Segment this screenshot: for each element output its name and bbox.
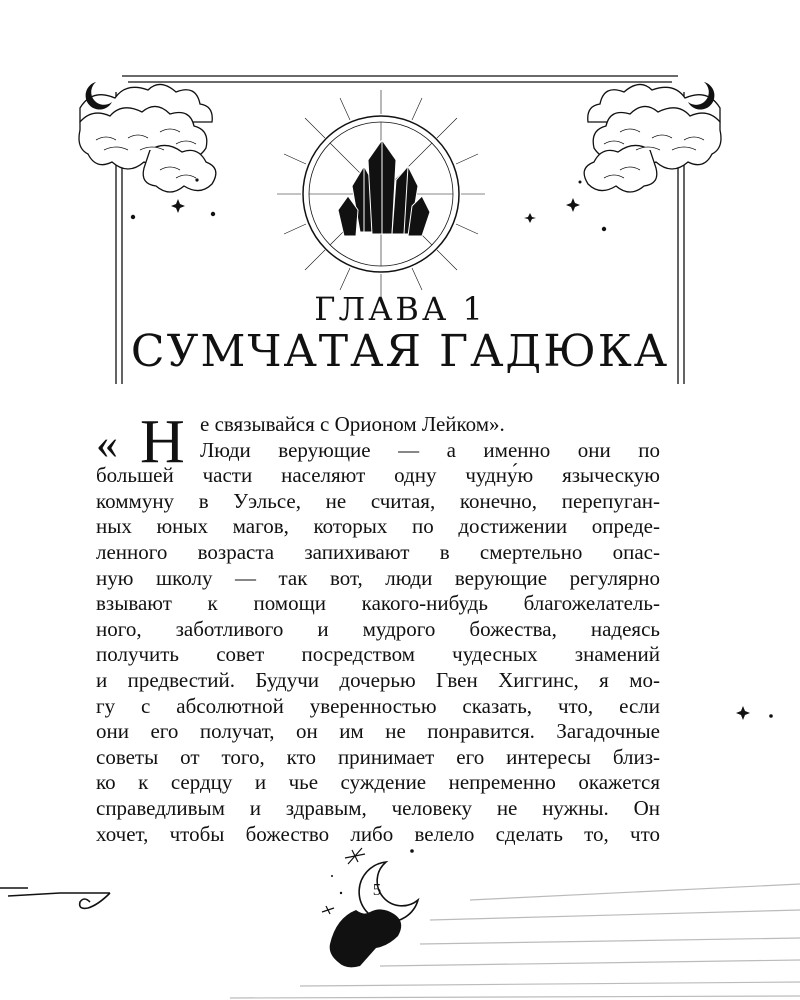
text-line-14: советы от того, кто принимает его интересы близ- <box>96 744 660 769</box>
text-line-10: получить совет посредством чудесных знамений <box>96 642 660 667</box>
text-line-9: ного, заботливого и мудрого божества, надеясь <box>96 616 660 641</box>
text-line-16: справедливым и здравым, человеку не нужны. Он <box>96 795 660 820</box>
sparkle-icon <box>322 848 365 914</box>
chapter-title: СУМЧАТАЯ ГАДЮКА <box>130 326 670 377</box>
text-line-13: они его получат, он им не понравится. Загадочные <box>96 719 660 744</box>
hand-icon <box>330 862 418 967</box>
cloud-right-icon <box>584 84 721 192</box>
page-number: 5 <box>372 880 382 899</box>
text-line-15: ко к сердцу и чье суждение непременно окажется <box>96 770 660 795</box>
text-line-6: ленного возраста запихивают в смертельно опас- <box>96 539 660 564</box>
text-line-2: Люди верующие — а именно они по <box>200 437 660 462</box>
text-line-11: и предвестий. Будучи дочерью Гвен Хиггинс, я мо- <box>96 667 660 692</box>
text-line-4: коммуну в Уэльсе, не считая, конечно, перепуган- <box>96 488 660 513</box>
chapter-label: ГЛАВА 1 <box>314 290 486 328</box>
text-line-8: взывают к помощи какого-нибудь благожелатель- <box>96 591 660 616</box>
drop-cap: Н <box>140 408 185 476</box>
cloud-left-icon <box>79 84 216 192</box>
body-text <box>96 408 660 847</box>
text-line-3: большей части населяют одну чудну́ю языческую <box>96 463 660 488</box>
text-line-5: ных юных магов, которых по достижении опреде- <box>96 514 660 539</box>
text-line-7: ную школу — так вот, люди верующие регулярно <box>96 565 660 590</box>
flourish-left-icon <box>0 888 110 908</box>
crystal-cluster-icon <box>338 140 430 236</box>
text-line-12: гу с абсолютной уверенностью сказать, что, если <box>96 693 660 718</box>
text-line-17: хочет, чтобы божество либо велело сделать то, что <box>96 821 660 846</box>
opening-quote: « <box>96 419 118 468</box>
first-line-text: е связывайся с Орионом Лейком». <box>200 412 505 436</box>
